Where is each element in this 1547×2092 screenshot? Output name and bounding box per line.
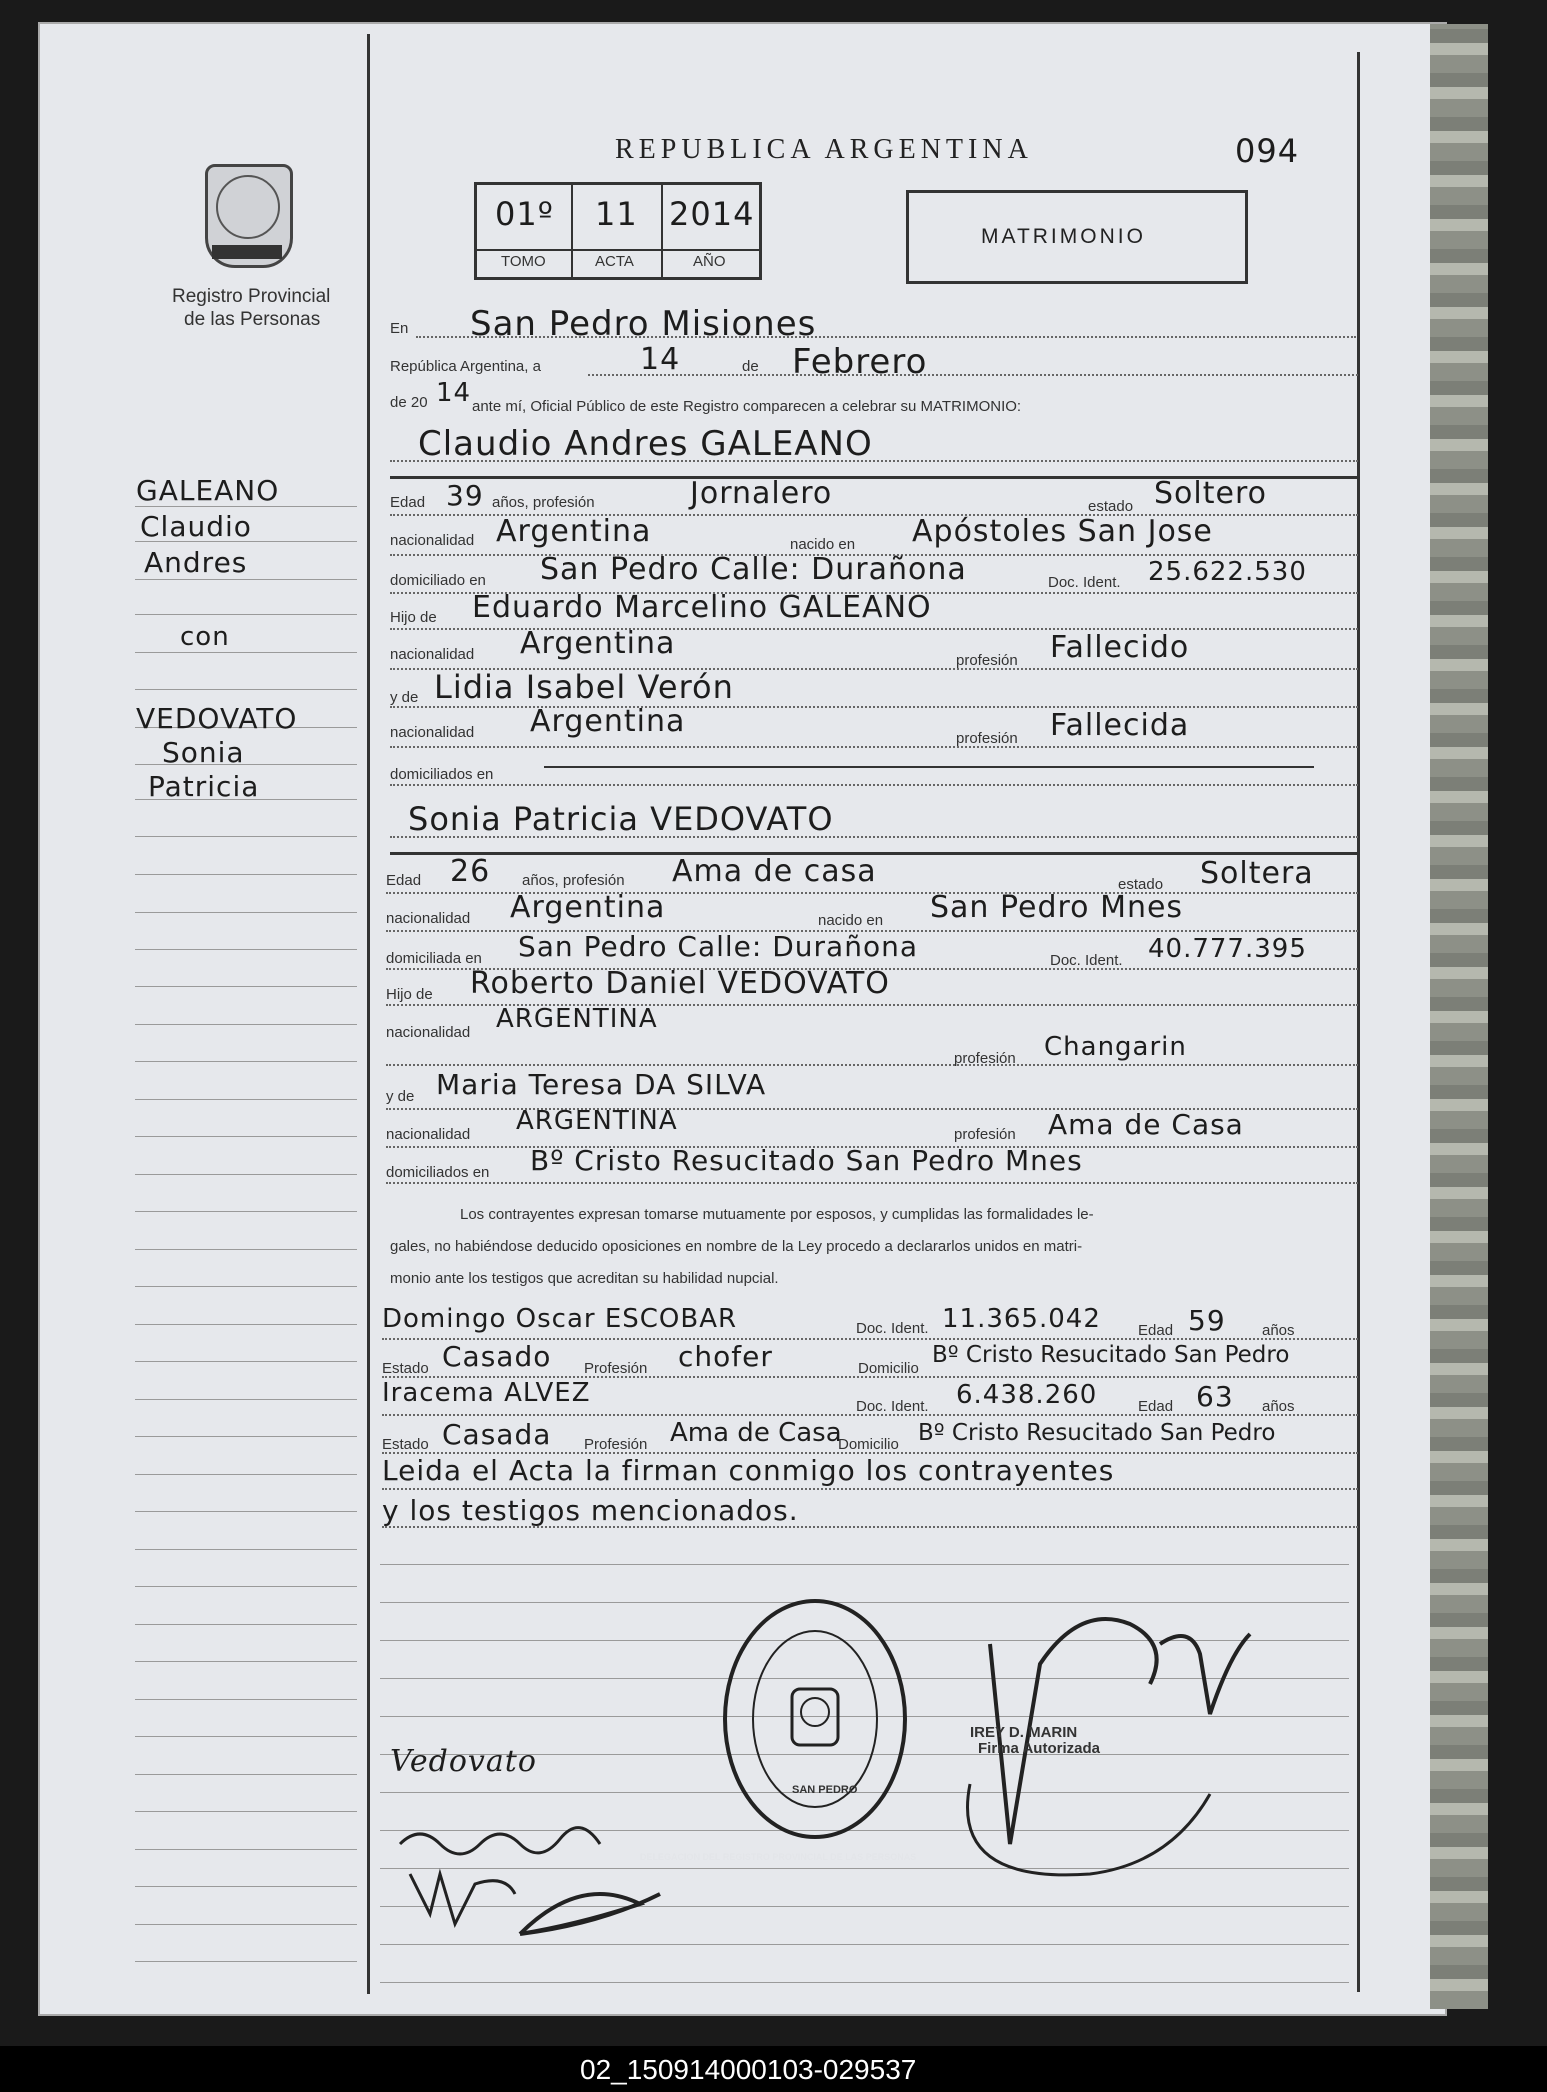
bride-domicilio: San Pedro Calle: Durañona <box>518 930 918 963</box>
bride-doc-label: Doc. Ident. <box>1050 952 1123 969</box>
witness1-edad-label: Edad <box>1138 1322 1174 1339</box>
bride-nacido: San Pedro Mnes <box>930 890 1184 925</box>
bride-estado-label: estado <box>1118 876 1164 893</box>
margin-column <box>40 24 367 2014</box>
bride-yde-label: y de <box>386 1088 415 1105</box>
groom-nacionalidad: Argentina <box>496 514 652 549</box>
bride-mother-prof: Ama de Casa <box>1048 1108 1244 1141</box>
witness1-prof-label: Profesión <box>584 1360 648 1377</box>
bride-dom-label: domiciliada en <box>386 950 482 967</box>
witness2-domicilio: Bº Cristo Resucitado San Pedro <box>918 1420 1276 1446</box>
anio-label: AÑO <box>693 253 726 270</box>
bride-fprof-label: profesión <box>954 1050 1016 1067</box>
margin-name-3: Sonia <box>162 736 245 769</box>
witness1-dom-label: Domicilio <box>858 1360 919 1377</box>
bride-nacionalidad: Argentina <box>510 890 666 925</box>
closing-line2: y los testigos mencionados. <box>382 1494 799 1527</box>
bride-name: Sonia Patricia VEDOVATO <box>408 800 834 838</box>
en-label: En <box>390 320 409 337</box>
groom-mother-nac: Argentina <box>530 704 686 739</box>
bride-edad-label: Edad <box>386 872 422 889</box>
groom-nacido: Apóstoles San Jose <box>912 514 1213 549</box>
groom-mother-prof: Fallecida <box>1050 708 1190 743</box>
intro-text: ante mí, Oficial Público de este Registro comparecen a celebrar su MATRIMONIO: <box>472 398 1022 415</box>
groom-name: Claudio Andres GALEANO <box>418 424 873 464</box>
groom-edad-label: Edad <box>390 494 426 511</box>
closing-line1: Leida el Acta la firman conmigo los contrayentes <box>382 1454 1115 1487</box>
witness1-edad: 59 <box>1188 1304 1226 1337</box>
groom-mother: Lidia Isabel Verón <box>434 668 734 706</box>
witness2-name: Iracema ALVEZ <box>382 1378 591 1408</box>
day: 14 <box>640 342 681 377</box>
stamp-city: SAN PEDRO <box>792 1784 858 1796</box>
groom-fnac-label: nacionalidad <box>390 646 475 663</box>
bride-edad: 26 <box>450 854 491 889</box>
groom-fprof-label: profesión <box>956 652 1018 669</box>
groom-doms-label: domiciliados en <box>390 766 494 783</box>
place: San Pedro Misiones <box>470 304 817 344</box>
image-id: 02_150914000103-029537 <box>580 2054 917 2085</box>
witness1-anios-label: años <box>1262 1322 1295 1339</box>
groom-estado: Soltero <box>1154 476 1267 511</box>
bride-father-nac: ARGENTINA <box>496 1004 658 1034</box>
bride-signature: Vedovato <box>390 1744 537 1779</box>
year-label: de 20 <box>390 394 428 411</box>
witness1-estado: Casado <box>442 1340 552 1373</box>
bride-nacido-label: nacido en <box>818 912 884 929</box>
groom-father-nac: Argentina <box>520 626 676 661</box>
bride-mother-nac: ARGENTINA <box>516 1106 678 1136</box>
image-footer <box>0 2046 1547 2092</box>
acta-box <box>474 182 762 280</box>
groom-hijo-label: Hijo de <box>390 609 437 626</box>
witness1-profesion: chofer <box>678 1340 773 1373</box>
country-heading: REPUBLICA ARGENTINA <box>615 134 1033 165</box>
groom-yde-label: y de <box>390 689 419 706</box>
groom-dom-label: domiciliado en <box>390 572 486 589</box>
groom-edad: 39 <box>446 479 484 512</box>
witness2-estado: Casada <box>442 1418 552 1451</box>
witness1-doc: 11.365.042 <box>942 1304 1101 1334</box>
official-name: IREY D. MARIN <box>970 1724 1078 1741</box>
bride-mother: Maria Teresa DA SILVA <box>436 1068 767 1101</box>
acta-label: ACTA <box>595 253 634 270</box>
bride-mprof-label: profesión <box>954 1126 1016 1143</box>
witness2-dom-label: Domicilio <box>838 1436 899 1453</box>
doc-type-label: MATRIMONIO <box>981 225 1146 248</box>
witness2-doc-label: Doc. Ident. <box>856 1398 929 1415</box>
bride-profesion: Ama de casa <box>672 854 877 889</box>
groom-prof-label: años, profesión <box>492 494 595 511</box>
bride-doc: 40.777.395 <box>1148 934 1307 964</box>
bride-parents-dom: Bº Cristo Resucitado San Pedro Mnes <box>530 1144 1083 1177</box>
margin-surname-2: VEDOVATO <box>136 702 298 735</box>
margin-surname-1: GALEANO <box>136 474 280 507</box>
witness2-doc: 6.438.260 <box>956 1380 1098 1410</box>
bride-fnac-label: nacionalidad <box>386 1024 471 1041</box>
witness2-profesion: Ama de Casa <box>670 1418 842 1448</box>
witness1-name: Domingo Oscar ESCOBAR <box>382 1304 738 1334</box>
witness2-edad: 63 <box>1196 1380 1234 1413</box>
de-label: de <box>742 358 759 375</box>
groom-doc: 25.622.530 <box>1148 557 1307 587</box>
tomo-label: TOMO <box>501 253 546 270</box>
groom-profesion: Jornalero <box>690 476 833 511</box>
bride-estado: Soltera <box>1200 856 1314 891</box>
margin-name-2: Andres <box>144 546 248 579</box>
declaration-line2: gales, no habiéndose deducido oposiciones en nombre de la Ley procedo a declararlos unidos en matri- <box>390 1238 1083 1255</box>
declaration-line3: monio ante los testigos que acreditan su habilidad nupcial. <box>390 1270 779 1287</box>
witness1-domicilio: Bº Cristo Resucitado San Pedro <box>932 1342 1290 1368</box>
acta-page <box>38 22 1447 2016</box>
registry-seal <box>205 164 293 268</box>
registry-name-line1: Registro Provincial <box>172 286 331 307</box>
witness1-estado-label: Estado <box>382 1360 429 1377</box>
witness2-prof-label: Profesión <box>584 1436 648 1453</box>
official-title: Firma Autorizada <box>978 1740 1100 1757</box>
book-edge <box>1430 24 1488 2009</box>
witness1-doc-label: Doc. Ident. <box>856 1320 929 1337</box>
anio-value: 2014 <box>669 195 755 233</box>
republica-label: República Argentina, a <box>390 358 541 375</box>
declaration-line1: Los contrayentes expresan tomarse mutuamente por esposos, y cumplidas las formalidades le- <box>460 1206 1094 1223</box>
groom-father-prof: Fallecido <box>1050 630 1190 665</box>
margin-name-1: Claudio <box>140 510 252 543</box>
witness2-anios-label: años <box>1262 1398 1295 1415</box>
bride-father-prof: Changarin <box>1044 1032 1187 1062</box>
groom-estado-label: estado <box>1088 498 1134 515</box>
groom-mprof-label: profesión <box>956 730 1018 747</box>
witness2-estado-label: Estado <box>382 1436 429 1453</box>
bride-doms-label: domiciliados en <box>386 1164 490 1181</box>
bride-prof-label: años, profesión <box>522 872 625 889</box>
bride-nac-label: nacionalidad <box>386 910 471 927</box>
page-number: 094 <box>1235 132 1300 170</box>
groom-nacido-label: nacido en <box>790 536 856 553</box>
groom-mnac-label: nacionalidad <box>390 724 475 741</box>
margin-name-4: Patricia <box>148 770 260 803</box>
groom-domicilio: San Pedro Calle: Durañona <box>540 552 967 587</box>
groom-doc-label: Doc. Ident. <box>1048 574 1121 591</box>
margin-con: con <box>180 622 230 652</box>
groom-father: Eduardo Marcelino GALEANO <box>472 590 932 625</box>
year: 14 <box>436 378 472 408</box>
bride-hijo-label: Hijo de <box>386 986 433 1003</box>
tomo-value: 01º <box>495 195 554 233</box>
month: Febrero <box>792 342 928 382</box>
groom-nac-label: nacionalidad <box>390 532 475 549</box>
witness2-edad-label: Edad <box>1138 1398 1174 1415</box>
doc-type-box <box>906 190 1248 284</box>
groom-signature <box>390 1814 730 1964</box>
acta-value: 11 <box>595 195 638 233</box>
registry-name-line2: de las Personas <box>184 309 321 330</box>
bride-father: Roberto Daniel VEDOVATO <box>470 966 890 1001</box>
bride-mnac-label: nacionalidad <box>386 1126 471 1143</box>
